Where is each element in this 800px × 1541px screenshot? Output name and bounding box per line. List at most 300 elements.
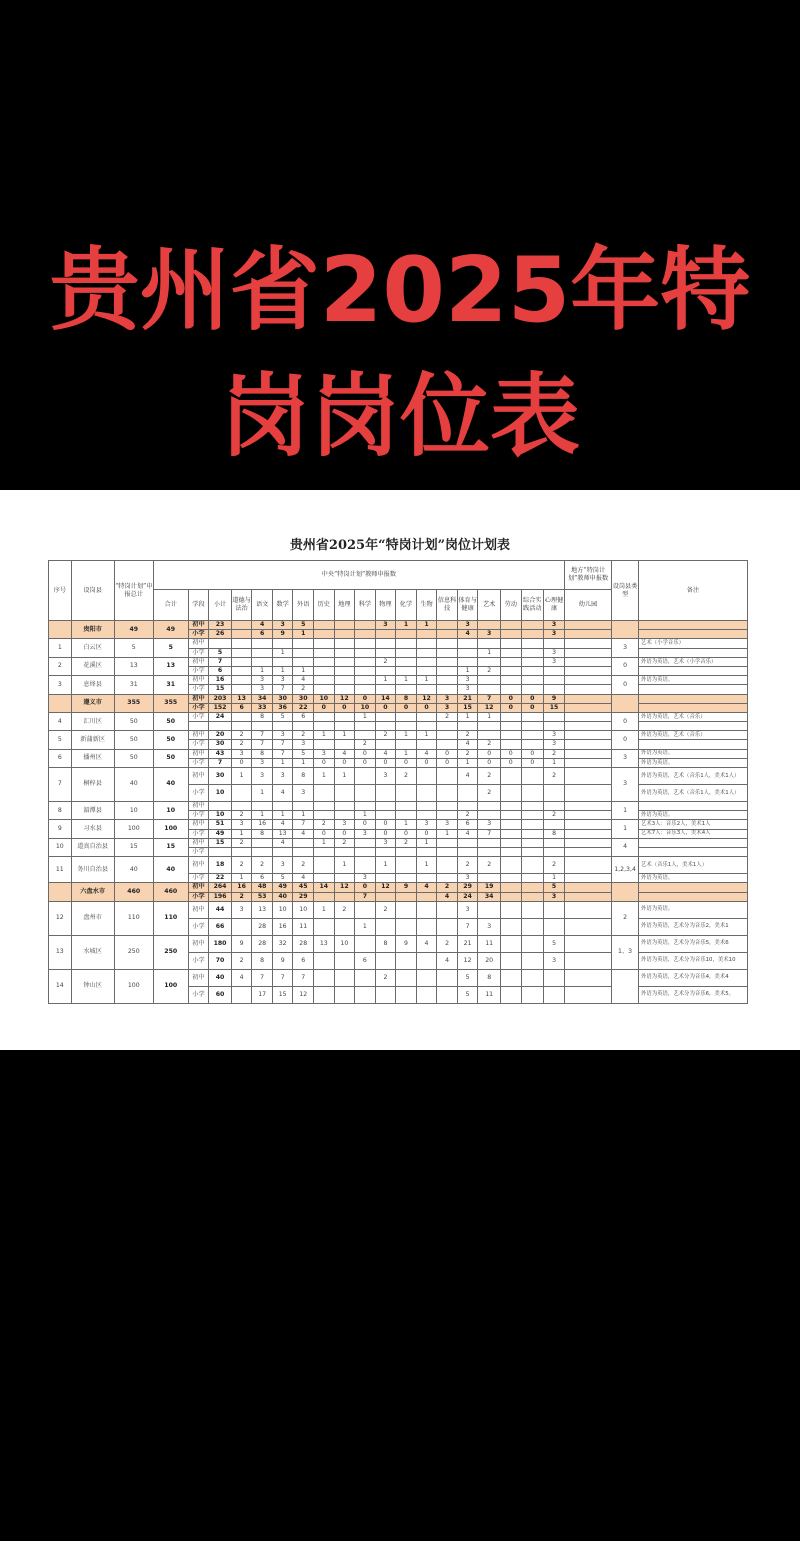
row-subtotal: 6 — [209, 667, 232, 676]
row-subject-value — [457, 648, 478, 657]
header-subject: 数学 — [272, 590, 293, 621]
row-subject-value — [500, 811, 521, 820]
row-subject-value — [500, 935, 521, 952]
row-subject-value: 2 — [231, 892, 252, 901]
row-subject-value — [457, 838, 478, 847]
row-subject-value — [521, 639, 544, 648]
row-kindergarten — [564, 667, 611, 676]
row-county: 白云区 — [71, 639, 114, 657]
row-subject-value: 8 — [252, 713, 273, 722]
row-subject-value — [314, 657, 335, 666]
row-subject-value: 2 — [457, 857, 478, 874]
row-kindergarten — [564, 935, 611, 952]
row-subject-value: 0 — [521, 694, 544, 703]
row-subject-value: 3 — [272, 857, 293, 874]
row-subject-value: 33 — [252, 703, 273, 712]
row-subject-value: 0 — [314, 829, 335, 838]
row-subject-value — [375, 874, 396, 883]
row-subtotal: 60 — [209, 986, 232, 1003]
row-subject-value: 28 — [252, 918, 273, 935]
row-subject-value: 3 — [544, 740, 565, 749]
row-subject-value: 15 — [272, 986, 293, 1003]
row-subject-value — [521, 829, 544, 838]
row-subject-value: 1 — [334, 731, 355, 740]
row-subject-value: 3 — [544, 892, 565, 901]
row-sum: 50 — [153, 749, 188, 767]
row-subject-value — [416, 648, 437, 657]
row-subject-value: 3 — [544, 621, 565, 630]
row-remark: 艺术（小学音乐） — [638, 639, 747, 648]
row-remark — [638, 630, 747, 639]
row-subject-value — [437, 639, 458, 648]
row-subject-value: 7 — [355, 892, 376, 901]
row-remark — [638, 892, 747, 901]
row-subject-value — [478, 848, 501, 857]
row-kindergarten — [564, 703, 611, 712]
row-subject-value: 3 — [478, 820, 501, 829]
row-stage: 初中 — [188, 935, 209, 952]
table-row — [49, 883, 748, 892]
row-kindergarten — [564, 838, 611, 847]
row-subject-value: 0 — [500, 703, 521, 712]
row-county: 贵阳市 — [71, 621, 114, 639]
row-subject-value: 40 — [272, 892, 293, 901]
row-subject-value — [437, 740, 458, 749]
row-subject-value: 2 — [314, 820, 335, 829]
row-remark: 艺术7人：音乐3人，美术4人 — [638, 829, 747, 838]
row-subject-value: 2 — [478, 785, 501, 802]
row-stage: 小学 — [188, 648, 209, 657]
header-remark: 备注 — [638, 561, 747, 621]
row-subtotal — [209, 722, 232, 731]
row-county-type — [612, 883, 639, 901]
row-sum: 355 — [153, 694, 188, 712]
row-stage: 小学 — [188, 758, 209, 767]
row-subject-value: 29 — [457, 883, 478, 892]
row-subject-value — [437, 848, 458, 857]
row-subject-value: 0 — [478, 749, 501, 758]
row-subject-value — [334, 918, 355, 935]
row-subject-value — [544, 685, 565, 694]
row-subject-value: 2 — [478, 768, 501, 785]
row-subject-value: 1 — [457, 758, 478, 767]
row-subject-value: 2 — [457, 731, 478, 740]
row-subject-value — [521, 857, 544, 874]
row-subject-value — [355, 785, 376, 802]
row-subject-value — [355, 848, 376, 857]
header-kindergarten: 幼儿园 — [564, 590, 611, 621]
row-subject-value: 2 — [231, 838, 252, 847]
row-subject-value — [355, 657, 376, 666]
row-sum: 50 — [153, 713, 188, 731]
row-kindergarten — [564, 676, 611, 685]
row-subject-value — [314, 802, 335, 811]
row-remark — [638, 838, 747, 847]
row-county-type: 2 — [612, 901, 639, 935]
row-subject-value: 0 — [231, 758, 252, 767]
row-subject-value: 12 — [416, 694, 437, 703]
row-county: 桐梓县 — [71, 768, 114, 802]
row-subject-value — [478, 811, 501, 820]
row-subject-value: 7 — [272, 749, 293, 758]
row-subject-value — [314, 874, 335, 883]
row-subtotal: 24 — [209, 713, 232, 722]
row-subject-value: 2 — [544, 811, 565, 820]
row-subject-value: 6 — [355, 952, 376, 969]
row-subject-value: 0 — [500, 694, 521, 703]
row-subject-value: 4 — [293, 829, 314, 838]
row-kindergarten — [564, 829, 611, 838]
row-subject-value — [478, 685, 501, 694]
row-total-plan: 13 — [114, 657, 153, 675]
row-kindergarten — [564, 639, 611, 648]
row-county: 盘州市 — [71, 901, 114, 935]
row-subject-value: 2 — [231, 952, 252, 969]
row-subject-value — [272, 657, 293, 666]
row-subject-value: 8 — [375, 935, 396, 952]
row-subject-value: 1 — [457, 667, 478, 676]
row-subject-value — [334, 811, 355, 820]
row-subject-value: 3 — [457, 685, 478, 694]
row-subject-value — [500, 667, 521, 676]
row-subject-value — [437, 685, 458, 694]
row-subject-value — [355, 722, 376, 731]
row-subject-value: 22 — [293, 703, 314, 712]
row-subject-value — [314, 740, 335, 749]
row-subject-value — [334, 802, 355, 811]
row-subject-value: 0 — [334, 829, 355, 838]
row-subject-value: 4 — [416, 883, 437, 892]
row-subtotal: 22 — [209, 874, 232, 883]
row-subject-value — [521, 648, 544, 657]
row-subject-value: 7 — [252, 731, 273, 740]
row-subject-value: 28 — [293, 935, 314, 952]
row-subject-value: 5 — [457, 986, 478, 1003]
row-subject-value — [416, 713, 437, 722]
row-subject-value — [416, 892, 437, 901]
row-subject-value — [544, 918, 565, 935]
row-subject-value — [375, 713, 396, 722]
row-stage: 小学 — [188, 811, 209, 820]
row-subject-value — [500, 639, 521, 648]
row-stage: 初中 — [188, 676, 209, 685]
row-subject-value — [500, 676, 521, 685]
row-kindergarten — [564, 986, 611, 1003]
row-subject-value: 0 — [355, 749, 376, 758]
row-subject-value: 1 — [375, 857, 396, 874]
row-subject-value: 1 — [478, 713, 501, 722]
row-subject-value: 36 — [272, 703, 293, 712]
row-remark: 外语为英语。 — [638, 811, 747, 820]
row-subject-value — [416, 657, 437, 666]
row-subject-value: 1 — [457, 713, 478, 722]
row-subject-value: 3 — [544, 630, 565, 639]
table-row — [49, 768, 748, 785]
row-subject-value: 3 — [355, 829, 376, 838]
row-subject-value: 12 — [457, 952, 478, 969]
row-subject-value — [544, 802, 565, 811]
row-subject-value: 1 — [355, 811, 376, 820]
row-subject-value: 0 — [355, 694, 376, 703]
table-row — [49, 676, 748, 685]
row-subtotal: 18 — [209, 857, 232, 874]
row-subject-value — [544, 785, 565, 802]
row-total-plan: 15 — [114, 838, 153, 856]
row-subject-value — [355, 969, 376, 986]
row-subject-value: 7 — [457, 918, 478, 935]
row-kindergarten — [564, 952, 611, 969]
row-subject-value — [416, 639, 437, 648]
row-subject-value — [231, 621, 252, 630]
row-subject-value: 2 — [375, 901, 396, 918]
row-subtotal: 15 — [209, 838, 232, 847]
row-subject-value — [272, 802, 293, 811]
row-subject-value — [355, 857, 376, 874]
row-subject-value — [500, 802, 521, 811]
row-subject-value: 3 — [314, 749, 335, 758]
row-subject-value — [231, 802, 252, 811]
header-subject: 外语 — [293, 590, 314, 621]
row-subtotal: 10 — [209, 785, 232, 802]
row-subject-value — [500, 740, 521, 749]
row-subject-value — [521, 883, 544, 892]
row-subject-value — [231, 685, 252, 694]
row-subject-value: 0 — [396, 758, 417, 767]
row-subject-value: 3 — [252, 768, 273, 785]
row-subject-value — [416, 901, 437, 918]
row-subject-value: 6 — [252, 874, 273, 883]
row-subject-value: 1 — [272, 667, 293, 676]
row-subject-value: 0 — [416, 703, 437, 712]
row-sum: 40 — [153, 768, 188, 802]
row-sum: 49 — [153, 621, 188, 639]
row-subject-value: 9 — [272, 630, 293, 639]
row-stage: 初中 — [188, 969, 209, 986]
row-subject-value: 4 — [457, 829, 478, 838]
row-subject-value — [293, 848, 314, 857]
row-subject-value — [457, 785, 478, 802]
row-subject-value — [544, 676, 565, 685]
row-subject-value: 0 — [355, 883, 376, 892]
row-county-type: 1 — [612, 820, 639, 838]
row-subject-value: 2 — [252, 857, 273, 874]
row-subject-value: 16 — [272, 918, 293, 935]
row-subject-value: 2 — [231, 731, 252, 740]
row-subject-value — [375, 630, 396, 639]
row-subject-value — [334, 986, 355, 1003]
row-remark: 外语为英语，艺术分为音乐5，美术6 — [638, 935, 747, 952]
row-total-plan: 50 — [114, 749, 153, 767]
row-subject-value: 2 — [293, 857, 314, 874]
row-subject-value: 1 — [314, 731, 335, 740]
row-county-type — [612, 969, 639, 1003]
row-subject-value — [334, 892, 355, 901]
row-subject-value: 8 — [293, 768, 314, 785]
row-subject-value: 5 — [544, 883, 565, 892]
row-subject-value — [293, 722, 314, 731]
row-subject-value — [521, 667, 544, 676]
row-subject-value: 3 — [355, 874, 376, 883]
row-subject-value — [437, 768, 458, 785]
row-subject-value — [521, 731, 544, 740]
row-subject-value: 21 — [457, 935, 478, 952]
row-subject-value — [544, 713, 565, 722]
row-subject-value: 1 — [375, 676, 396, 685]
row-seq: 10 — [49, 838, 72, 856]
row-subject-value — [334, 630, 355, 639]
row-subject-value — [521, 630, 544, 639]
row-subject-value — [272, 848, 293, 857]
row-subject-value: 1 — [416, 621, 437, 630]
row-subject-value: 3 — [457, 676, 478, 685]
row-kindergarten — [564, 918, 611, 935]
row-subject-value — [478, 901, 501, 918]
header-subject: 劳动 — [500, 590, 521, 621]
row-subject-value: 2 — [437, 883, 458, 892]
table-row — [49, 969, 748, 986]
row-subject-value: 0 — [500, 749, 521, 758]
row-sum: 100 — [153, 969, 188, 1003]
table-row — [49, 857, 748, 874]
row-subject-value — [396, 848, 417, 857]
row-subject-value — [375, 785, 396, 802]
row-subject-value — [375, 811, 396, 820]
row-county-type: 4 — [612, 838, 639, 856]
row-subject-value — [334, 639, 355, 648]
row-subject-value: 14 — [375, 694, 396, 703]
row-subject-value — [416, 768, 437, 785]
row-subject-value — [437, 648, 458, 657]
row-total-plan: 100 — [114, 969, 153, 1003]
row-kindergarten — [564, 785, 611, 802]
row-subject-value: 0 — [416, 829, 437, 838]
row-kindergarten — [564, 740, 611, 749]
row-kindergarten — [564, 848, 611, 857]
document-sheet — [0, 490, 800, 1050]
row-stage: 初中 — [188, 838, 209, 847]
row-remark: 外语为英语，艺术（小学音乐） — [638, 657, 747, 666]
row-subject-value: 2 — [355, 740, 376, 749]
row-subject-value: 1 — [544, 874, 565, 883]
row-remark — [638, 694, 747, 703]
row-subject-value — [416, 918, 437, 935]
row-subject-value: 3 — [416, 820, 437, 829]
row-subtotal: 66 — [209, 918, 232, 935]
row-subject-value: 2 — [457, 749, 478, 758]
row-subject-value: 4 — [416, 935, 437, 952]
row-subject-value: 0 — [416, 758, 437, 767]
row-subject-value — [437, 722, 458, 731]
row-subject-value: 0 — [375, 703, 396, 712]
row-subtotal: 152 — [209, 703, 232, 712]
row-subject-value: 3 — [231, 901, 252, 918]
row-subject-value: 3 — [544, 731, 565, 740]
row-subject-value — [314, 667, 335, 676]
row-seq: 14 — [49, 969, 72, 1003]
row-subject-value — [396, 657, 417, 666]
table-row — [49, 694, 748, 703]
row-stage: 初中 — [188, 694, 209, 703]
row-kindergarten — [564, 657, 611, 666]
row-subject-value: 3 — [334, 820, 355, 829]
row-subtotal — [209, 848, 232, 857]
row-subject-value: 10 — [293, 901, 314, 918]
row-subject-value — [375, 685, 396, 694]
row-stage: 小学 — [188, 986, 209, 1003]
row-remark: 外语为英语，艺术（音乐） — [638, 731, 747, 740]
row-subject-value — [437, 986, 458, 1003]
header-seq: 序号 — [49, 561, 72, 621]
row-kindergarten — [564, 883, 611, 892]
row-seq — [49, 883, 72, 901]
row-subject-value: 53 — [252, 892, 273, 901]
row-subject-value: 1 — [334, 768, 355, 785]
row-subject-value — [375, 892, 396, 901]
row-subject-value — [416, 740, 437, 749]
row-county-type: 3 — [612, 639, 639, 657]
row-total-plan: 40 — [114, 768, 153, 802]
row-subject-value: 1 — [272, 648, 293, 657]
row-remark — [638, 667, 747, 676]
row-subject-value: 4 — [272, 820, 293, 829]
row-subject-value — [437, 901, 458, 918]
row-subject-value: 0 — [437, 758, 458, 767]
row-subject-value — [521, 918, 544, 935]
row-subject-value — [231, 986, 252, 1003]
row-sum: 10 — [153, 802, 188, 820]
row-subject-value: 5 — [293, 749, 314, 758]
row-subject-value: 3 — [293, 785, 314, 802]
row-subject-value — [375, 740, 396, 749]
row-subject-value — [231, 667, 252, 676]
row-subject-value — [231, 630, 252, 639]
row-subject-value: 2 — [375, 731, 396, 740]
header-subject: 地理 — [334, 590, 355, 621]
row-subject-value — [355, 667, 376, 676]
row-subject-value: 12 — [293, 986, 314, 1003]
row-subject-value: 12 — [478, 703, 501, 712]
row-county-type: 1,2,3,4 — [612, 857, 639, 883]
row-subject-value: 1 — [252, 667, 273, 676]
row-subject-value — [500, 722, 521, 731]
row-subject-value — [457, 722, 478, 731]
row-subject-value: 7 — [478, 829, 501, 838]
row-subject-value: 8 — [544, 829, 565, 838]
header-subject: 艺术 — [478, 590, 501, 621]
row-subject-value — [314, 986, 335, 1003]
row-subject-value — [500, 918, 521, 935]
row-subject-value — [437, 802, 458, 811]
row-kindergarten — [564, 969, 611, 986]
row-subject-value — [500, 986, 521, 1003]
row-stage: 小学 — [188, 918, 209, 935]
row-kindergarten — [564, 685, 611, 694]
row-subject-value — [478, 722, 501, 731]
row-subject-value — [272, 722, 293, 731]
row-county: 汇川区 — [71, 713, 114, 731]
row-subject-value — [396, 874, 417, 883]
row-subject-value: 5 — [272, 713, 293, 722]
header-local-group: 地方“特岗计划”教师申报数 — [564, 561, 611, 590]
row-subject-value: 3 — [478, 630, 501, 639]
row-subject-value — [521, 722, 544, 731]
row-subject-value: 1 — [252, 811, 273, 820]
row-subject-value — [500, 969, 521, 986]
row-subject-value: 2 — [478, 740, 501, 749]
row-county-type: 0 — [612, 657, 639, 675]
row-subject-value — [521, 969, 544, 986]
row-subject-value — [416, 811, 437, 820]
